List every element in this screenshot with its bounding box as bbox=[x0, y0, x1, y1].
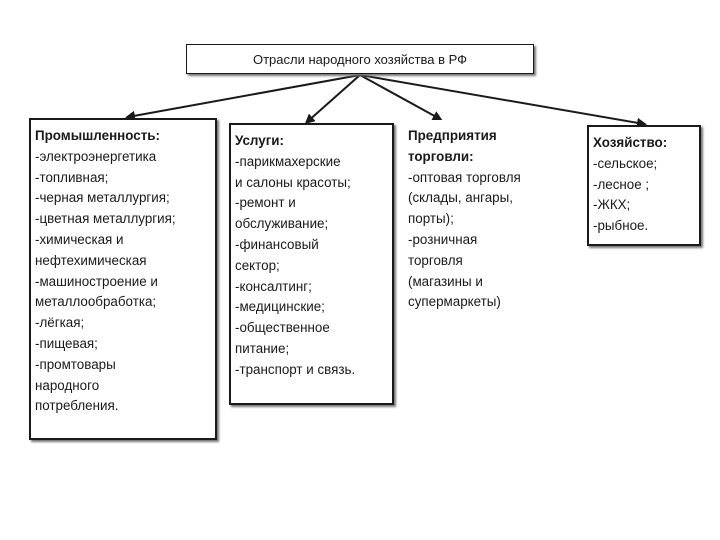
list-item: обслуживание; bbox=[235, 216, 329, 232]
branch-economy-title: Хозяйство: bbox=[593, 135, 668, 150]
list-item: -лесное ; bbox=[593, 176, 650, 192]
list-item: -цветная металлургия; bbox=[35, 211, 176, 227]
branch-trade-title-line: торговли: bbox=[408, 148, 474, 164]
root-label: Отрасли народного хозяйства в РФ bbox=[252, 51, 468, 67]
list-item: потребления. bbox=[35, 398, 119, 414]
list-item: народного bbox=[35, 377, 100, 393]
list-item: -медицинские; bbox=[235, 299, 325, 315]
list-item: -топливная; bbox=[35, 169, 109, 185]
branch-services-title: Услуги: bbox=[235, 133, 284, 148]
list-item: -промтовары bbox=[35, 356, 116, 372]
list-item: нефтехимическая bbox=[35, 252, 147, 268]
branch-industry-title: Промышленность: bbox=[35, 128, 160, 143]
list-item: -оптовая торговля bbox=[408, 169, 521, 185]
list-item: -рыбное. bbox=[593, 218, 649, 234]
list-item: -черная металлургия; bbox=[35, 190, 170, 206]
list-item: супермаркеты) bbox=[408, 294, 501, 310]
list-item: -сельское; bbox=[593, 155, 658, 171]
list-item: -химическая и bbox=[35, 231, 124, 247]
list-item: -лёгкая; bbox=[35, 315, 85, 331]
branch-trade bbox=[404, 120, 552, 318]
list-item: -машиностроение и bbox=[35, 273, 158, 289]
list-item: -парикмахерские bbox=[235, 153, 341, 169]
root-node bbox=[186, 44, 534, 74]
list-item: -ЖКХ; bbox=[593, 197, 631, 213]
list-item: -ремонт и bbox=[235, 195, 296, 211]
list-item: торговля bbox=[408, 252, 463, 268]
branch-trade-title-line: Предприятия bbox=[408, 128, 497, 143]
arrow-to-industry bbox=[128, 75, 360, 117]
list-item: -транспорт и связь. bbox=[235, 361, 356, 377]
arrow-to-services bbox=[307, 75, 360, 122]
list-item: питание; bbox=[235, 340, 290, 356]
branch-economy bbox=[587, 125, 701, 246]
list-item: порты); bbox=[408, 211, 454, 227]
list-item: -электроэнергетика bbox=[35, 148, 157, 164]
list-item: металлообработка; bbox=[35, 294, 157, 310]
list-item: -общественное bbox=[235, 320, 330, 336]
list-item: -финансовый bbox=[235, 236, 319, 252]
branch-services bbox=[229, 123, 394, 405]
list-item: -консалтинг; bbox=[235, 278, 312, 294]
list-item: -пищевая; bbox=[35, 335, 98, 351]
list-item: -розничная bbox=[408, 231, 478, 247]
list-item: (склады, ангары, bbox=[408, 190, 513, 206]
branch-industry bbox=[29, 118, 217, 440]
list-item: и салоны красоты; bbox=[235, 174, 351, 190]
list-item: сектор; bbox=[235, 257, 280, 273]
list-item: (магазины и bbox=[408, 273, 483, 289]
